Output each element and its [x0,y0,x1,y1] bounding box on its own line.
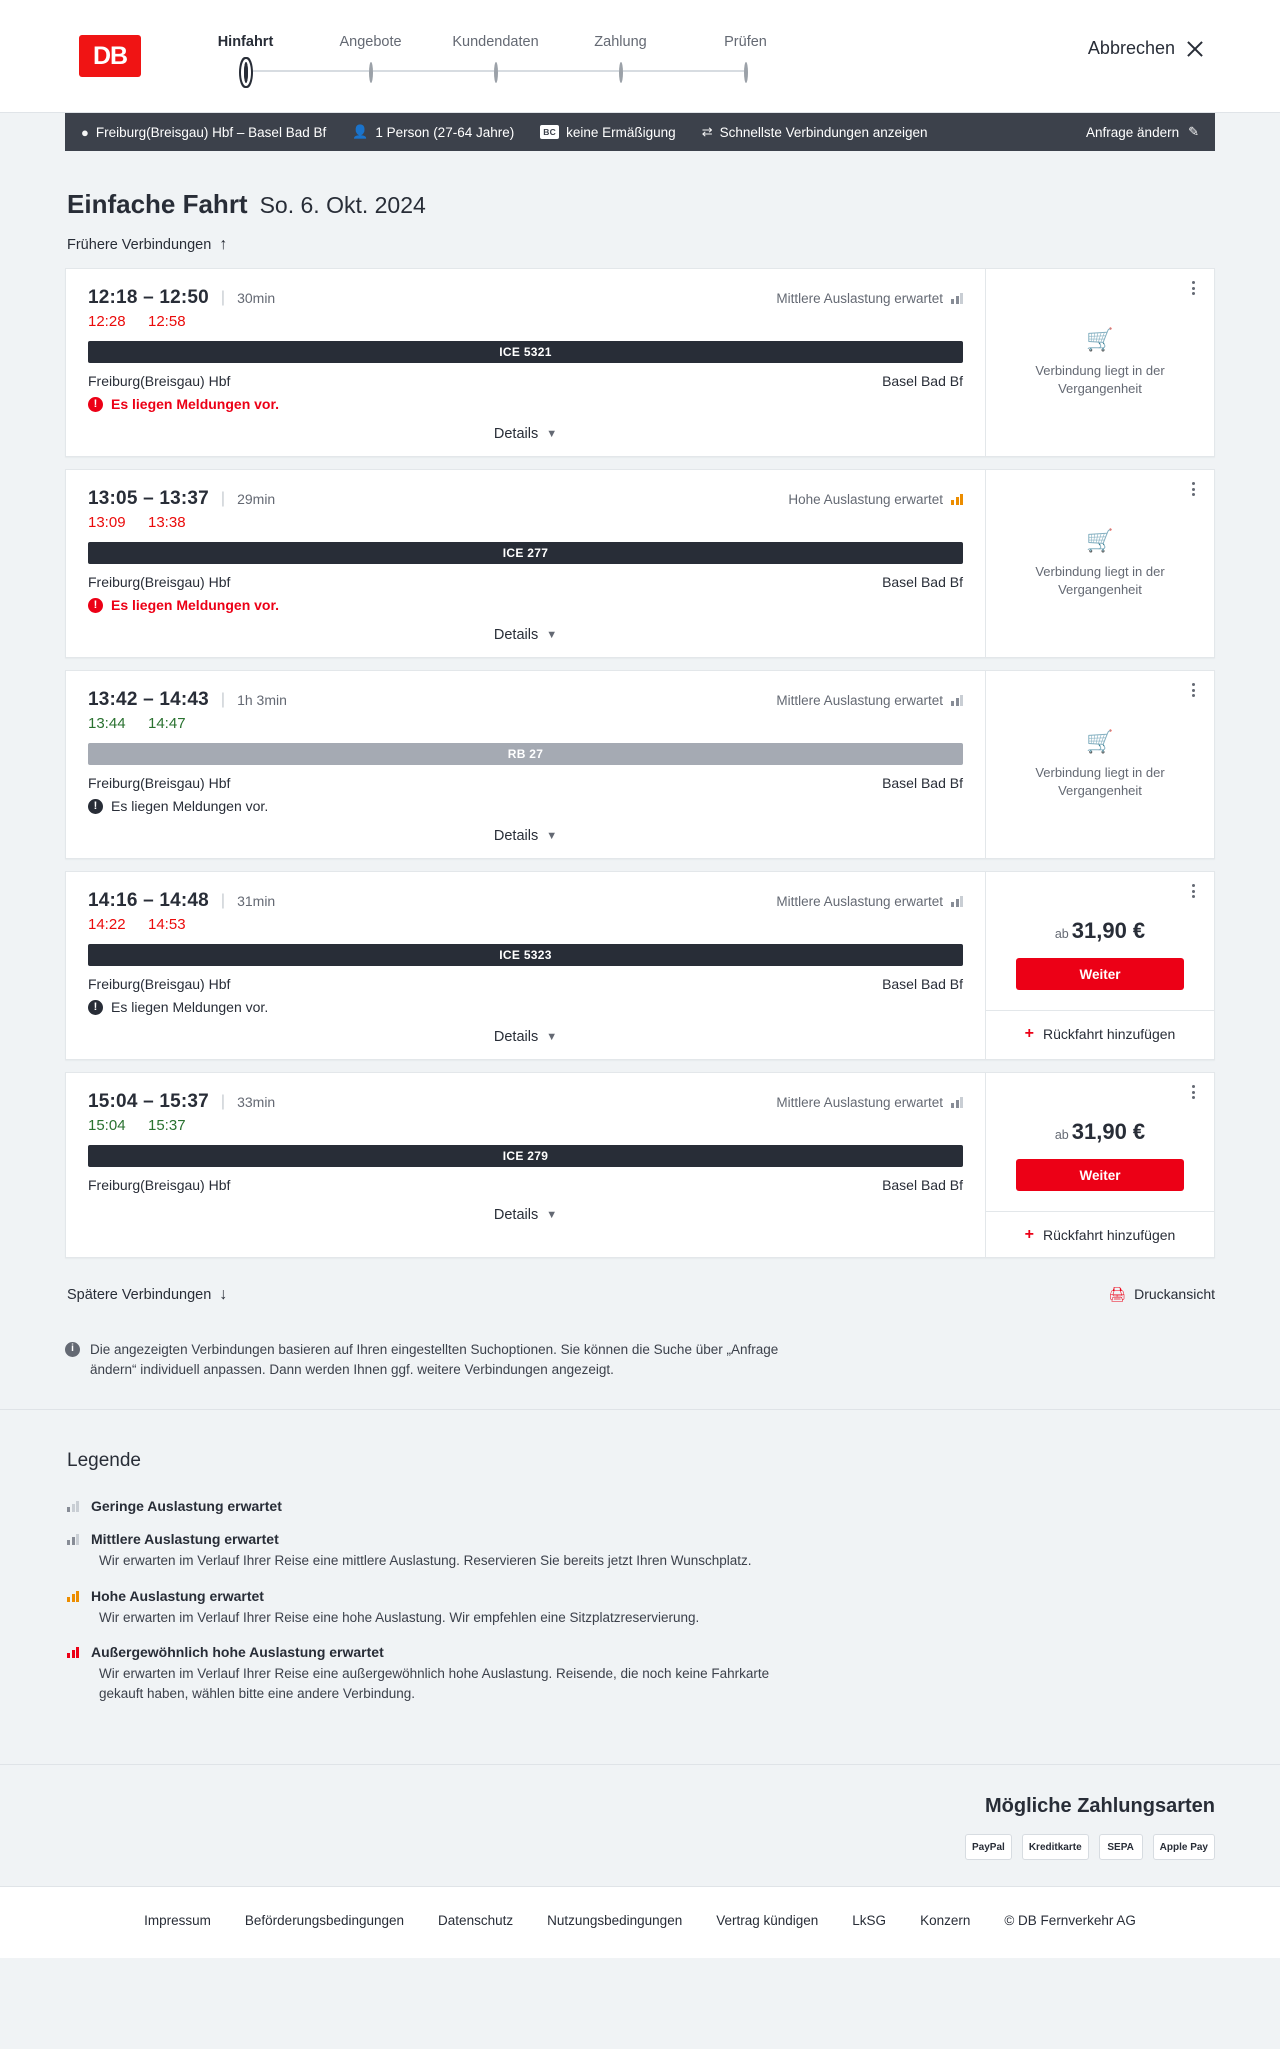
step-dot-row [183,64,308,78]
details-toggle[interactable] [88,828,963,848]
past-connection-note [986,309,1214,415]
step-dot-row [683,64,808,78]
summary-passengers [352,124,514,140]
connection-time-range: 13:05 – 13:37 [88,488,209,509]
add-return-label: Rückfahrt hinzufügen [1043,1025,1176,1042]
step-dot-icon [369,62,373,83]
cart-crossed-icon: 🛒 [1086,729,1114,755]
list-footer-row [65,1270,1215,1318]
summary-route [81,125,326,140]
add-return-trip-button[interactable] [986,1211,1214,1257]
utilization-bars-icon [951,292,963,304]
legend-item-head [67,1644,1215,1660]
utilization-label: Hohe Auslastung erwartet [788,491,943,507]
legend-item-label: Mittlere Auslastung erwartet [91,1531,279,1548]
connection-card [65,871,1215,1060]
details-toggle[interactable] [88,1207,963,1227]
destination-station: Basel Bad Bf [882,775,963,791]
train-badge[interactable]: RB 27 [88,743,963,765]
past-connection-note [986,711,1214,817]
payment-methods-section [0,1764,1280,1886]
connection-notice-label: Es liegen Meldungen vor. [111,999,269,1015]
later-connections-link[interactable] [67,1286,227,1304]
legend-item [65,1644,1215,1703]
alert-icon: ! [88,397,103,412]
continue-button[interactable]: Weiter [1016,958,1184,990]
connection-realtime [88,715,963,732]
connection-card [65,1072,1215,1258]
connection-notice-label: Es liegen Meldungen vor. [111,396,280,412]
payment-icons [65,1834,1215,1860]
cancel-button[interactable] [1088,38,1205,59]
print-view-label: Druckansicht [1134,1286,1215,1302]
search-summary [65,113,1215,151]
continue-button[interactable]: Weiter [1016,1159,1184,1191]
connection-details [66,470,986,657]
utilization-bars-icon [67,1533,79,1545]
alert-icon: ! [88,598,103,613]
chevron-down-icon: ▼ [546,830,558,842]
price-block [986,918,1214,990]
cart-crossed-icon: 🛒 [1086,528,1114,554]
connection-duration: 29min [237,491,276,507]
step-zahlung[interactable] [558,34,683,78]
arrow-up-icon [219,236,227,254]
connection-options-button[interactable] [1184,681,1202,699]
connection-details [66,1073,986,1257]
step-dot-row [308,64,433,78]
destination-station: Basel Bad Bf [882,574,963,590]
connection-price [986,1119,1214,1145]
step-hinfahrt[interactable] [183,34,308,78]
connection-details [66,671,986,858]
connection-card [65,469,1215,658]
step-dot-row [433,64,558,78]
connection-stations [88,1177,963,1193]
details-label: Details [493,828,539,844]
price-block [986,1119,1214,1191]
train-badge[interactable]: ICE 279 [88,1145,963,1167]
past-connection-text: Verbindung liegt in der Vergangenheit [1035,363,1165,396]
pencil-icon[interactable]: ✎ [1188,124,1199,139]
cart-crossed-icon: 🛒 [1086,327,1114,353]
connection-duration: 1h 3min [237,692,287,708]
price-value: 31,90 € [1071,1119,1146,1144]
person-icon: 👤 [352,124,369,139]
search-info-note [65,1340,825,1379]
price-prefix: ab [1054,927,1069,941]
connection-notice[interactable] [88,798,963,814]
connection-header [88,890,963,912]
info-icon: i [65,1342,80,1357]
connection-details [66,269,986,456]
connection-utilization [776,291,963,306]
utilization-bars-icon [67,1590,79,1602]
legend-item [65,1531,1215,1571]
search-info-text: Die angezeigten Verbindungen basieren auf Ihren eingestellten Suchoptionen. Sie können die Suche über „Anfrage ändern“ individuell anpassen. Dann werden Ihnen ggf. weitere Verbindungen angezeigt. [90,1342,779,1377]
utilization-bars-icon [951,895,963,907]
step-dot-icon [744,62,748,83]
step-label: Kundendaten [452,34,539,50]
realtime-arrival: 14:47 [148,715,186,732]
connection-header [88,689,963,711]
connection-stations [88,775,963,791]
realtime-departure: 12:28 [88,313,126,330]
connection-utilization [776,894,963,909]
connection-time-range: 12:18 – 12:50 [88,287,209,308]
details-label: Details [493,426,539,442]
train-badge[interactable]: ICE 5323 [88,944,963,966]
connection-card [65,268,1215,457]
footer-link-beförderungsbedingungen[interactable]: Beförderungsbedingungen [244,1913,405,1929]
connection-stations [88,976,963,992]
page-title-text: Einfache Fahrt [67,189,248,219]
chevron-down-icon: ▼ [546,428,558,440]
details-toggle[interactable] [88,1029,963,1049]
plus-icon: + [1024,1024,1035,1042]
connection-booking [986,872,1214,1059]
connection-options-button[interactable] [1184,279,1202,297]
connection-details [66,872,986,1059]
legend-items [65,1498,1215,1703]
legend-item-desc: Wir erwarten im Verlauf Ihrer Reise eine mittlere Auslastung. Reservieren Sie bereits jetzt Ihren Wunschplatz. [99,1553,752,1569]
change-request-button[interactable] [1086,124,1199,140]
connection-notice[interactable] [88,999,963,1015]
step-label: Prüfen [724,34,767,50]
later-connections-label: Spätere Verbindungen [67,1287,212,1303]
legend-title: Legende [67,1450,141,1472]
destination-station: Basel Bad Bf [882,1177,963,1193]
step-dot-icon [619,62,623,83]
connection-card [65,670,1215,859]
destination-station: Basel Bad Bf [882,976,963,992]
plus-icon: + [1024,1225,1035,1243]
alert-icon: ! [88,799,103,814]
footer-link-vertrag-kündigen[interactable]: Vertrag kündigen [716,1913,819,1929]
connection-duration: 30min [237,290,276,306]
utilization-label: Mittlere Auslastung erwartet [776,1094,943,1110]
summary-discount-label: keine Ermäßigung [566,124,676,140]
payment-method-apple-pay-icon: Apple Pay [1153,1834,1215,1860]
utilization-label: Mittlere Auslastung erwartet [776,290,943,306]
legend-item [65,1498,1215,1514]
location-pin-icon: ● [81,124,89,140]
connection-utilization [788,492,963,507]
train-badge[interactable]: ICE 5321 [88,341,963,363]
realtime-arrival: 13:38 [148,514,186,531]
footer-link-impressum[interactable]: Impressum [144,1913,211,1929]
swap-icon: ⇄ [701,124,713,139]
connection-utilization [776,693,963,708]
step-label: Angebote [339,34,402,50]
chevron-down-icon: ▼ [546,629,558,641]
origin-station: Freiburg(Breisgau) Hbf [88,574,231,590]
connection-time-range: 15:04 – 15:37 [88,1091,209,1112]
connection-utilization [776,1095,963,1110]
connection-booking [986,1073,1214,1257]
realtime-arrival: 15:37 [148,1117,186,1134]
change-request-label: Anfrage ändern [1086,124,1180,140]
step-label: Hinfahrt [217,34,274,50]
price-prefix: ab [1054,1128,1069,1142]
print-view-link[interactable] [1108,1286,1215,1303]
alert-icon: ! [88,1000,103,1015]
cancel-label: Abbrechen [1087,38,1175,58]
step-dot-row [558,64,683,78]
connection-booking [986,470,1214,657]
db-logo: DB [79,35,141,77]
time-separator: | [220,490,226,507]
destination-station: Basel Bad Bf [882,373,963,389]
step-angebote[interactable] [308,34,433,78]
main-content [65,151,1215,1409]
legend-item-head [67,1531,1215,1547]
legend-item-head [67,1588,1215,1604]
add-return-label: Rückfahrt hinzufügen [1043,1226,1176,1243]
payment-method-sepa-icon: SEPA [1099,1834,1143,1860]
checkout-stepper [183,34,808,78]
utilization-label: Mittlere Auslastung erwartet [776,692,943,708]
step-dot-icon [244,62,248,83]
chevron-down-icon: ▼ [546,1209,558,1221]
details-toggle[interactable] [88,426,963,446]
connection-booking [986,269,1214,456]
utilization-bars-icon [67,1646,79,1658]
origin-station: Freiburg(Breisgau) Hbf [88,373,231,389]
time-separator: | [220,892,226,909]
connection-price [986,918,1214,944]
legend-section [0,1409,1280,1764]
connection-stations [88,574,963,590]
connection-time-range: 14:16 – 14:48 [88,890,209,911]
close-icon[interactable] [1185,39,1205,59]
connection-notice[interactable] [88,597,963,613]
connection-duration: 31min [237,893,276,909]
connection-realtime [88,514,963,531]
step-prüfen[interactable] [683,34,808,78]
connection-duration: 33min [237,1094,276,1110]
connection-header [88,1091,963,1113]
connection-options-button[interactable] [1184,882,1202,900]
realtime-departure: 13:44 [88,715,126,732]
details-toggle[interactable] [88,627,963,647]
header [0,0,1280,113]
utilization-label: Mittlere Auslastung erwartet [776,893,943,909]
past-connection-note [986,510,1214,616]
connection-notice-label: Es liegen Meldungen vor. [111,798,269,814]
payment-method-kreditkarte-icon: Kreditkarte [1022,1834,1089,1860]
realtime-departure: 13:09 [88,514,126,531]
legend-item-label: Außergewöhnlich hohe Auslastung erwartet [91,1644,384,1661]
step-dot-icon [494,62,498,83]
add-return-trip-button[interactable] [986,1010,1214,1056]
connection-notice-label: Es liegen Meldungen vor. [111,597,280,613]
step-kundendaten[interactable] [433,34,558,78]
payment-method-paypal-icon: PayPal [965,1834,1012,1860]
arrow-down-icon [219,1286,227,1304]
connection-header [88,488,963,510]
origin-station: Freiburg(Breisgau) Hbf [88,1177,231,1193]
time-separator: | [220,289,226,306]
summary-passengers-label: 1 Person (27-64 Jahre) [375,124,515,140]
bahncard-badge: BC [540,125,559,139]
connection-header [88,287,963,309]
summary-discount [540,125,675,140]
legend-item-label: Geringe Auslastung erwartet [91,1498,282,1515]
connection-options-button[interactable] [1184,480,1202,498]
payment-title: Mögliche Zahlungsarten [984,1795,1215,1818]
printer-icon: 🖨 [1108,1285,1127,1302]
summary-route-label: Freiburg(Breisgau) Hbf – Basel Bad Bf [95,124,327,140]
realtime-arrival: 12:58 [148,313,186,330]
chevron-down-icon: ▼ [546,1031,558,1043]
earlier-connections-label: Frühere Verbindungen [67,237,212,253]
legend-item-head [67,1498,1215,1514]
origin-station: Freiburg(Breisgau) Hbf [88,976,231,992]
details-label: Details [493,1029,539,1045]
connection-realtime [88,1117,963,1134]
past-connection-text: Verbindung liegt in der Vergangenheit [1035,765,1165,798]
utilization-bars-icon [951,1096,963,1108]
connection-time-range: 13:42 – 14:43 [88,689,209,710]
connection-realtime [88,313,963,330]
connection-notice[interactable] [88,396,963,412]
earlier-connections-link[interactable] [67,236,227,254]
page-title-date: So. 6. Okt. 2024 [259,192,426,218]
legend-item-desc: Wir erwarten im Verlauf Ihrer Reise eine hohe Auslastung. Wir empfehlen eine Sitzplatzreservierung. [99,1609,700,1625]
step-label: Zahlung [594,34,647,50]
connection-booking [986,671,1214,858]
footer [0,1886,1280,1958]
realtime-departure: 15:04 [88,1117,126,1134]
realtime-arrival: 14:53 [148,916,186,933]
connection-list [65,268,1215,1258]
legend-item [65,1588,1215,1628]
origin-station: Freiburg(Breisgau) Hbf [88,775,231,791]
footer-link-konzern[interactable]: Konzern [920,1913,971,1929]
footer-links [65,1913,1215,1928]
legend-item-desc: Wir erwarten im Verlauf Ihrer Reise eine außergewöhnlich hohe Auslastung. Reisende, die noch keine Fahrkarte gekauft haben, wählen bitte eine andere Verbindung. [99,1666,770,1701]
utilization-bars-icon [951,694,963,706]
footer-link-datenschutz[interactable]: Datenschutz [438,1913,514,1929]
utilization-bars-icon [951,493,963,505]
past-connection-text: Verbindung liegt in der Vergangenheit [1035,564,1165,597]
connection-realtime [88,916,963,933]
footer-link-nutzungsbedingungen[interactable]: Nutzungsbedingungen [547,1913,683,1929]
connection-stations [88,373,963,389]
footer-link-lksg[interactable]: LkSG [852,1913,887,1929]
realtime-departure: 14:22 [88,916,126,933]
utilization-bars-icon [67,1500,79,1512]
price-value: 31,90 € [1071,918,1146,943]
summary-option-label: Schnellste Verbindungen anzeigen [719,124,928,140]
connection-options-button[interactable] [1184,1083,1202,1101]
details-label: Details [493,1207,539,1223]
legend-item-label: Hohe Auslastung erwartet [91,1587,264,1604]
page-title [65,151,1215,220]
footer-copyright: © DB Fernverkehr AG [1004,1913,1136,1929]
time-separator: | [220,691,226,708]
summary-option [702,124,928,140]
train-badge[interactable]: ICE 277 [88,542,963,564]
time-separator: | [220,1093,226,1110]
details-label: Details [493,627,539,643]
